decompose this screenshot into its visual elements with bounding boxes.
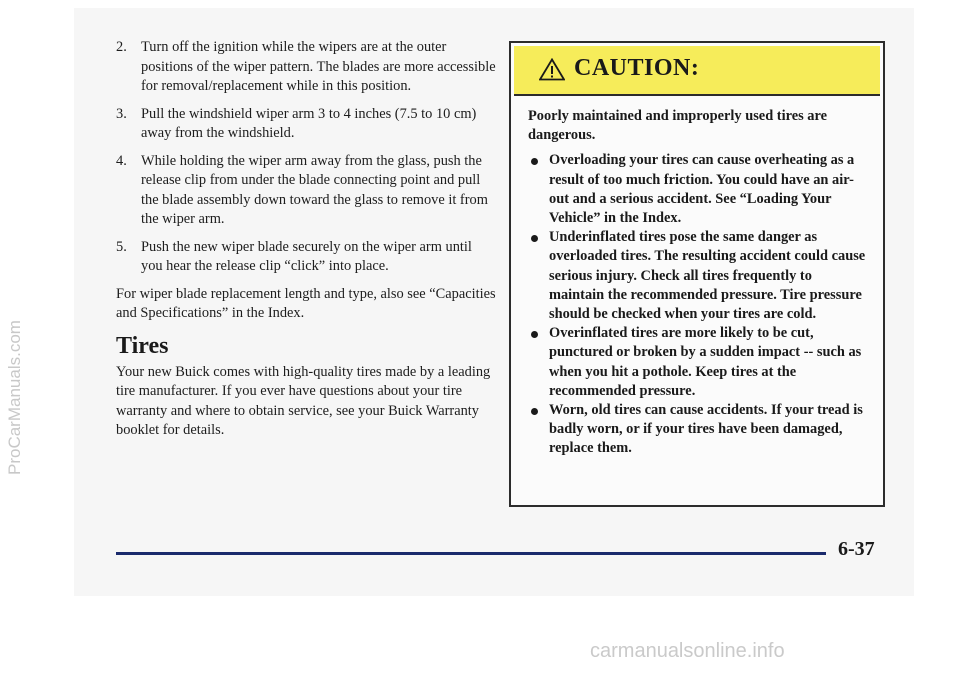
tires-body: Your new Buick comes with high-quality tires made by a leading tire manufacturer. If you ever have questions about your tire warranty and where to obtain service, see your Buick Warranty booklet for details. [116, 363, 491, 438]
left-column [116, 38, 496, 449]
step-2 [116, 38, 496, 97]
step-text: While holding the wiper arm away from the glass, push the release clip from under the blade connecting point and pull the blade assembly down toward the glass to remove it from the wiper arm. [141, 152, 488, 227]
bullet-dot-icon [531, 408, 538, 415]
caution-box [509, 41, 885, 507]
bullet-dot-icon [531, 158, 538, 165]
bullet-dot-icon [531, 235, 538, 242]
step-text: Pull the windshield wiper arm 3 to 4 inches (7.5 to 10 cm) away from the windshield. [141, 105, 477, 141]
caution-intro: Poorly maintained and improperly used tires are dangerous. [528, 108, 828, 144]
step-number: 5. [116, 238, 127, 255]
step-3 [116, 105, 496, 144]
step-5 [116, 238, 496, 277]
warning-triangle-icon [539, 58, 565, 81]
bullet-dot-icon [531, 331, 538, 338]
caution-body [528, 107, 868, 459]
page-number: 6-37 [838, 538, 875, 560]
step-4 [116, 152, 496, 230]
caution-header [514, 46, 880, 96]
step-number: 4. [116, 152, 127, 169]
step-number: 3. [116, 105, 127, 122]
step-text: Turn off the ignition while the wipers are at the outer positions of the wiper pattern. The blades are more accessible for removal/replacement while in this position. [141, 39, 496, 94]
caution-bullet-list [528, 151, 868, 458]
caution-title: CAUTION: [574, 55, 700, 81]
section-title-tires: Tires [116, 332, 169, 359]
step-number: 2. [116, 39, 127, 55]
watermark-left: ProCarManuals.com [5, 320, 24, 475]
replacement-note: For wiper blade replacement length and type, also see “Capacities and Specifications” in the Index. [116, 285, 496, 321]
step-text: Push the new wiper blade securely on the wiper arm until you hear the release clip “click” into place. [141, 238, 472, 274]
caution-bullet: Overloading your tires can cause overheating as a result of too much friction. You could have an air-out and a serious accident. See “Loading Your Vehicle” in the Index. [528, 151, 868, 228]
caution-bullet: Underinflated tires pose the same danger as overloaded tires. The resulting accident could cause serious injury. Check all tires frequently to maintain the recommended pressure. Tire pressure should be checked when your tires are cold. [528, 228, 868, 324]
caution-bullet: Overinflated tires are more likely to be cut, punctured or broken by a sudden impact -- such as when you hit a pothole. Keep tires at the recommended pressure. [528, 324, 868, 401]
watermark-bottom: carmanualsonline.info [590, 640, 785, 662]
footer-rule [116, 552, 826, 555]
caution-bullet: Worn, old tires can cause accidents. If your tread is badly worn, or if your tires have been damaged, replace them. [528, 401, 868, 459]
